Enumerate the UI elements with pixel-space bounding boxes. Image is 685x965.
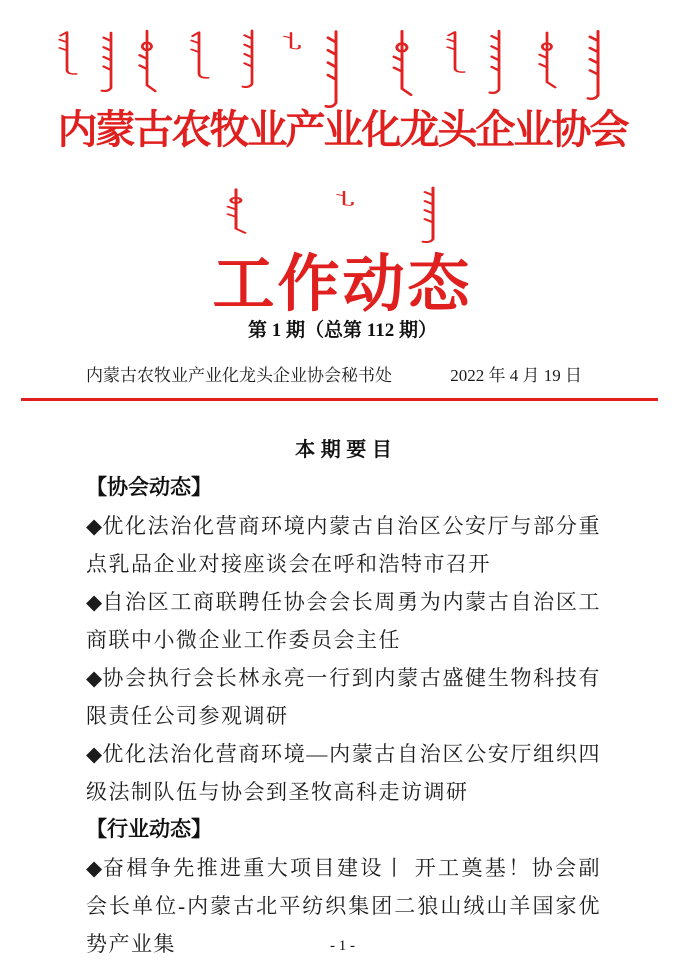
issue-number: 第 1 期（总第 112 期）	[248, 320, 437, 341]
publisher-name: 内蒙古农牧业产业化龙头企业协会秘书处	[86, 366, 392, 385]
toc-section-title-industry: 【行业动态】	[86, 818, 212, 841]
diamond-bullet-icon: ◆	[86, 742, 103, 766]
toc-item	[86, 659, 601, 735]
toc-item-text: 优化法治化营商环境—内蒙古自治区公安厅组织四级法制队伍与协会到圣牧高科走访调研	[86, 742, 601, 804]
publish-date: 2022 年 4 月 19 日	[450, 366, 582, 385]
organization-title: 内蒙古农牧业产业化龙头企业协会	[57, 107, 628, 152]
toc-item-text: 奋楫争先推进重大项目建设丨 开工奠基！协会副会长单位-内蒙古北平纺织集团二狼山绒山羊国家优势产业集	[86, 856, 601, 956]
toc-section-title-association: 【协会动态】	[86, 476, 212, 499]
diamond-bullet-icon: ◆	[86, 514, 103, 538]
diamond-bullet-icon: ◆	[86, 590, 103, 614]
masthead-divider-rule	[21, 398, 658, 401]
toc-item	[86, 507, 601, 583]
toc-item	[86, 583, 601, 659]
toc-item	[86, 735, 601, 811]
toc-item-text: 优化法治化营商环境内蒙古自治区公安厅与部分重点乳品企业对接座谈会在呼和浩特市召开	[86, 514, 601, 576]
diamond-bullet-icon: ◆	[86, 856, 104, 880]
publication-info	[86, 361, 582, 386]
diamond-bullet-icon: ◆	[86, 666, 103, 690]
toc-item-text: 协会执行会长林永亮一行到内蒙古盛健生物科技有限责任公司参观调研	[86, 666, 601, 728]
table-of-contents	[86, 431, 601, 963]
toc-heading: 本 期 要 目	[295, 439, 392, 461]
toc-item-text: 自治区工商联聘任协会会长周勇为内蒙古自治区工商联中小微企业工作委员会主任	[86, 590, 601, 652]
bulletin-title: 工作动态	[212, 251, 473, 319]
page-number: - 1 -	[330, 938, 355, 954]
